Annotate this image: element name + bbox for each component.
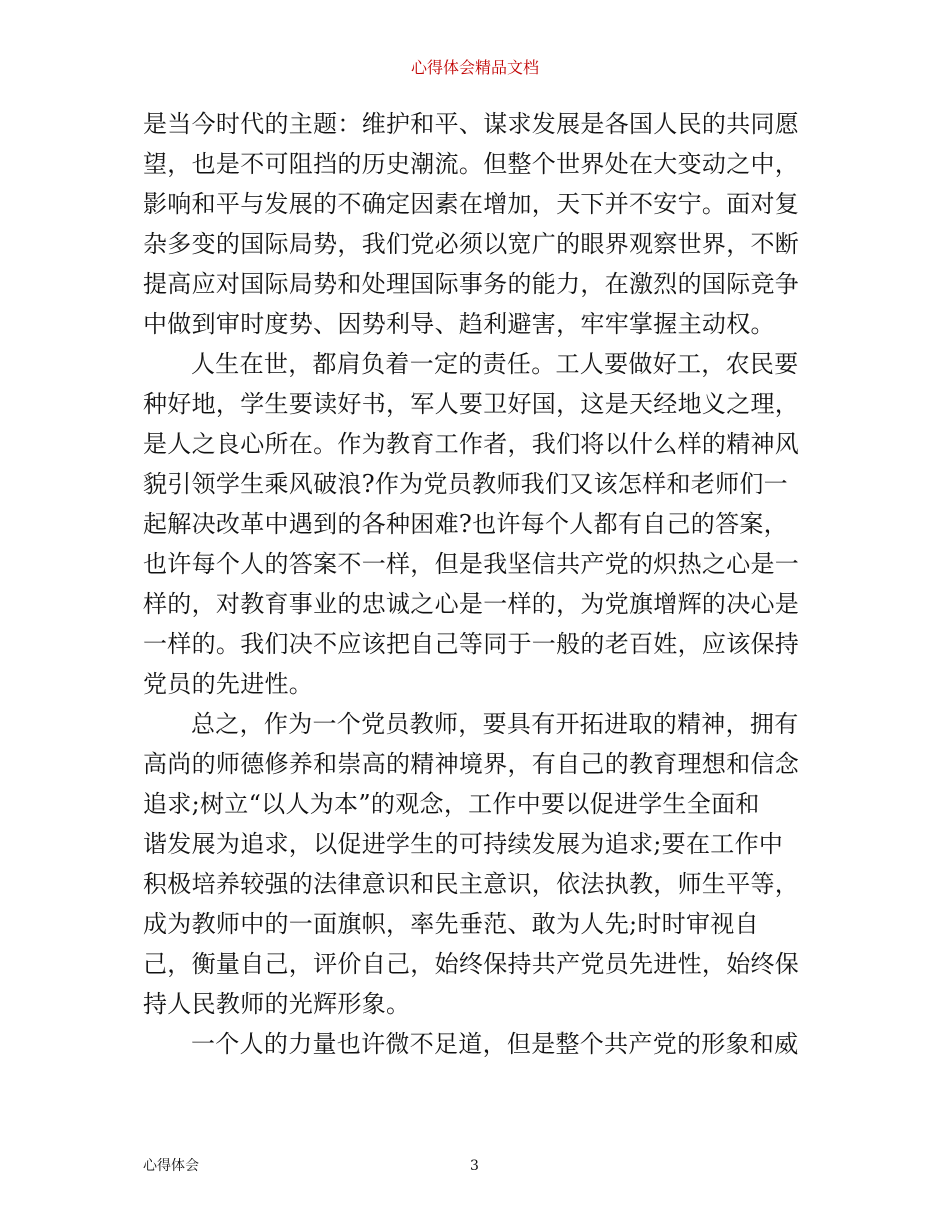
document-header: 心得体会精品文档: [410, 58, 539, 77]
text-line: 积极培养较强的法律意识和民主意识，依法执教，师生平等，: [143, 870, 800, 898]
text-line: 中做到审时度势、因势利导、趋利避害，牢牢掌握主动权。: [143, 310, 775, 338]
text-line: 是人之良心所在。作为教育工作者，我们将以什么样的精神风: [143, 430, 800, 458]
text-line: 己，衡量自己，评价自己，始终保持共产党员先进性，始终保: [143, 950, 800, 978]
text-line: 起解决改革中遇到的各种困难?也许每个人都有自己的答案，: [143, 510, 788, 538]
text-line: 影响和平与发展的不确定因素在增加，天下并不安宁。面对复: [143, 190, 800, 218]
document-body: [143, 104, 811, 1064]
text-line: 追求;树立“以人为本”的观念，工作中要以促进学生全面和: [143, 790, 760, 818]
text-line: 成为教师中的一面旗帜，率先垂范、敢为人先;时时审视自: [143, 910, 759, 938]
text-line: 是当今时代的主题：维护和平、谋求发展是各国人民的共同愿: [143, 110, 800, 138]
text-line: 杂多变的国际局势，我们党必须以宽广的眼界观察世界，不断: [143, 230, 800, 258]
text-line: 貌引领学生乘风破浪?作为党员教师我们又该怎样和老师们一: [143, 470, 788, 498]
text-line: 党员的先进性。: [143, 670, 314, 698]
page-number: 3: [470, 1158, 479, 1174]
text-line: 持人民教师的光辉形象。: [143, 990, 411, 1018]
text-line: 种好地，学生要读好书，军人要卫好国，这是天经地义之理，: [143, 390, 800, 418]
text-line: 一样的。我们决不应该把自己等同于一般的老百姓，应该保持: [143, 630, 800, 658]
text-line: 高尚的师德修养和崇高的精神境界，有自己的教育理想和信念: [143, 750, 800, 778]
text-line: 样的，对教育事业的忠诚之心是一样的，为党旗增辉的决心是: [143, 590, 800, 618]
footer-label: 心得体会: [143, 1158, 199, 1174]
text-line: 提高应对国际局势和处理国际事务的能力，在激烈的国际竞争: [143, 270, 800, 298]
text-line: 总之，作为一个党员教师，要具有开拓进取的精神，拥有: [191, 710, 799, 738]
text-line: 也许每个人的答案不一样，但是我坚信共产党的炽热之心是一: [143, 550, 800, 578]
text-line: 人生在世，都肩负着一定的责任。工人要做好工，农民要: [191, 350, 799, 378]
text-line: 一个人的力量也许微不足道，但是整个共产党的形象和威: [191, 1030, 799, 1058]
text-line: 谐发展为追求，以促进学生的可持续发展为追求;要在工作中: [143, 830, 784, 858]
text-line: 望，也是不可阻挡的历史潮流。但整个世界处在大变动之中，: [143, 150, 800, 178]
